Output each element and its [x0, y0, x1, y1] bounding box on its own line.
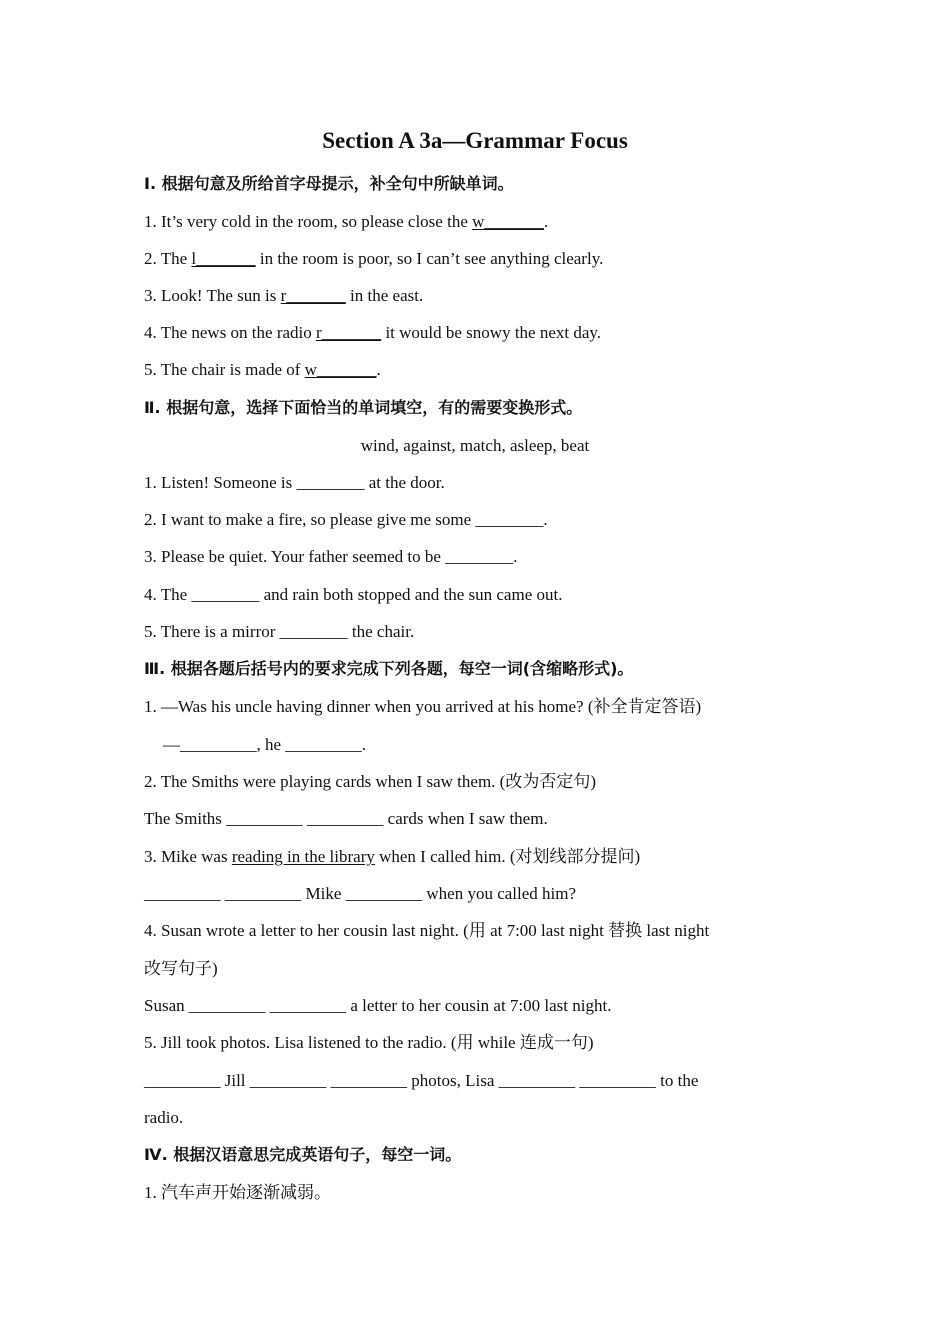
- section-3-answer-3: _________ _________ Mike _________ when you called him?: [144, 884, 577, 903]
- item-text: it would be snowy the next day.: [381, 323, 602, 342]
- item-text: 1. It’s very cold in the room, so please close the: [144, 212, 473, 231]
- item-text: 3. Look! The sun is: [144, 286, 281, 305]
- section-3-answer-4: Susan _________ _________ a letter to her cousin at 7:00 last night.: [144, 996, 612, 1015]
- item-text: in the room is poor, so I can’t see anything clearly.: [255, 249, 604, 268]
- item-text: .: [376, 360, 381, 379]
- section-1-item-5: [144, 358, 824, 382]
- section-3-heading: Ⅲ. 根据各题后括号内的要求完成下列各题，每空一词(含缩略形式)。: [144, 659, 634, 678]
- section-1-heading: Ⅰ. 根据句意及所给首字母提示，补全句中所缺单词。: [144, 174, 514, 193]
- section-3-question-3: [144, 845, 824, 869]
- section-3-question-4-continued: 改写句子): [144, 959, 218, 978]
- section-2-item-2: 2. I want to make a fire, so please give me some ________.: [144, 510, 548, 529]
- item-text: 5. The chair is made of: [144, 360, 305, 379]
- section-3-question-4: 4. Susan wrote a letter to her cousin last night. (用 at 7:00 last night 替换 last night: [144, 921, 710, 940]
- section-3-answer-5: _________ Jill _________ _________ photos, Lisa _________ _________ to the: [144, 1071, 699, 1090]
- item-text: in the east.: [345, 286, 424, 305]
- section-3-question-1: 1. —Was his uncle having dinner when you arrived at his home? (补全肯定答语): [144, 697, 702, 716]
- section-3-question-2: 2. The Smiths were playing cards when I saw them. (改为否定句): [144, 772, 596, 791]
- section-2-item-4: 4. The ________ and rain both stopped and the sun came out.: [144, 585, 563, 604]
- hint-blank: l_______: [191, 249, 256, 268]
- hint-blank: r_______: [316, 323, 382, 342]
- item-text: when I called him. (对划线部分提问): [374, 847, 641, 866]
- section-1-item-4: [144, 321, 824, 345]
- section-1-item-1: [144, 210, 824, 234]
- section-1-item-3: [144, 284, 824, 308]
- section-3-question-5: 5. Jill took photos. Lisa listened to the radio. (用 while 连成一句): [144, 1033, 594, 1052]
- hint-blank: r_______: [280, 286, 346, 305]
- word-bank: wind, against, match, asleep, beat: [360, 436, 590, 455]
- item-text: .: [543, 212, 549, 231]
- hint-blank: w_______: [304, 360, 377, 379]
- section-2-item-1: 1. Listen! Someone is ________ at the door.: [144, 473, 445, 492]
- section-4-heading: Ⅳ. 根据汉语意思完成英语句子，每空一词。: [144, 1145, 462, 1164]
- section-2-item-5: 5. There is a mirror ________ the chair.: [144, 622, 415, 641]
- section-3-answer-2: The Smiths _________ _________ cards when I saw them.: [144, 809, 548, 828]
- section-2-item-3: 3. Please be quiet. Your father seemed to be ________.: [144, 547, 518, 566]
- item-text: 4. The news on the radio: [144, 323, 317, 342]
- page-title: Section A 3a—Grammar Focus: [322, 128, 628, 153]
- section-2-heading: Ⅱ. 根据句意，选择下面恰当的单词填空，有的需要变换形式。: [144, 398, 583, 417]
- item-text: 2. The: [144, 249, 192, 268]
- item-text: 3. Mike was: [144, 847, 232, 866]
- hint-blank: w_______: [472, 212, 544, 231]
- section-4-question-1: 1. 汽车声开始逐渐减弱。: [144, 1183, 331, 1202]
- section-1-item-2: [144, 247, 824, 271]
- section-3-answer-5-continued: radio.: [144, 1108, 184, 1127]
- underlined-phrase: reading in the library: [231, 847, 375, 866]
- section-3-answer-1: —_________, he _________.: [163, 735, 367, 754]
